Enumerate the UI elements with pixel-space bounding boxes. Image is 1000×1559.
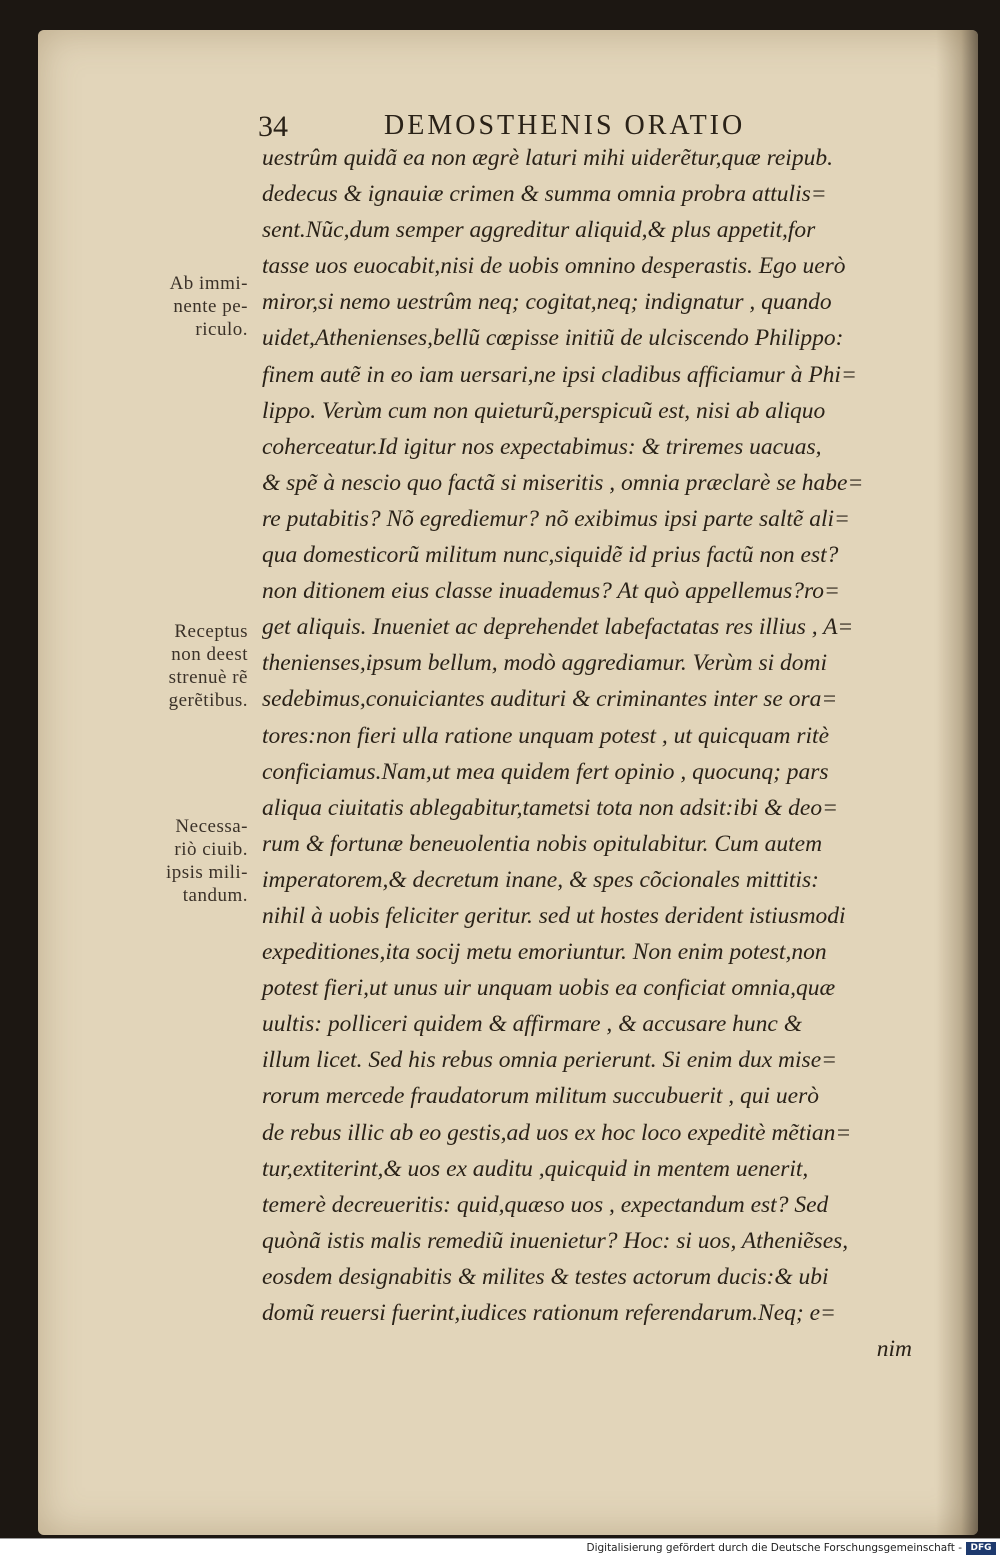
text-line: lippo. Verùm cum non quieturũ,perspicuũ est, nisi ab aliquo bbox=[262, 397, 826, 424]
dfg-logo-icon: DFG bbox=[966, 1542, 996, 1555]
text-line: uestrûm quidã ea non ægrè laturi mihi uiderẽtur,quæ reipub. bbox=[262, 145, 833, 171]
margin-note-line: gerẽtibus. bbox=[168, 690, 248, 711]
margin-note-line: Necessa- bbox=[175, 816, 248, 837]
margin-note-line: tandum. bbox=[182, 885, 248, 906]
text-line: & spẽ à nescio quo factã si miseritis , omnia præclarè se habe= bbox=[262, 469, 864, 496]
margin-note-line: Receptus bbox=[174, 621, 248, 642]
text-line: expeditiones,ita socij metu emoriuntur. Non enim potest,non bbox=[262, 939, 827, 966]
digitization-footer bbox=[0, 1538, 1000, 1559]
text-line: tores:non fieri ulla ratione unquam potest , ut quicquam ritè bbox=[262, 722, 830, 749]
text-line: re putabitis? Nõ egrediemur? nõ exibimus ipsi parte saltẽ ali= bbox=[262, 505, 850, 532]
text-line: temerè decreueritis: quid,quæso uos , expectandum est? Sed bbox=[262, 1191, 829, 1218]
text-line: tur,extiterint,& uos ex auditu ,quicquid in mentem uenerit, bbox=[262, 1155, 809, 1182]
text-line: potest fieri,ut unus uir unquam uobis ea conficiat omnia,quæ bbox=[262, 975, 836, 1002]
margin-note-necessario bbox=[128, 815, 248, 907]
text-line: de rebus illic ab eo gestis,ad uos ex hoc loco expeditè mẽtian= bbox=[262, 1119, 852, 1146]
text-line: sedebimus,conuiciantes audituri & criminantes inter se ora= bbox=[262, 686, 838, 713]
catchword: nim bbox=[876, 1336, 912, 1363]
body-text bbox=[262, 140, 912, 1367]
margin-note-line: riò ciuib. bbox=[174, 839, 248, 860]
text-line: imperatorem,& decretum inane, & spes cõcionales mittitis: bbox=[262, 866, 819, 893]
text-line: illum licet. Sed his rebus omnia perierunt. Si enim dux mise= bbox=[262, 1047, 837, 1074]
text-line: finem autẽ in eo iam uersari,ne ipsi cladibus afficiamur à Phi= bbox=[262, 361, 857, 388]
text-line: conficiamus.Nam,ut mea quidem fert opinio , quocunq; pars bbox=[262, 758, 829, 785]
margin-note-line: strenuè rẽ bbox=[168, 667, 248, 688]
page-number: 34 bbox=[258, 110, 288, 143]
text-line: rorum mercede fraudatorum militum succubuerit , qui uerò bbox=[262, 1083, 819, 1110]
running-title: DEMOSTHENIS ORATIO bbox=[384, 110, 746, 141]
text-line: uultis: polliceri quidem & affirmare , & accusare hunc & bbox=[262, 1011, 802, 1038]
text-line: miror,si nemo uestrûm neq; cogitat,neq; indignatur , quando bbox=[262, 289, 832, 316]
text-line: sent.Nũc,dum semper aggreditur aliquid,& plus appetit,for bbox=[262, 217, 816, 244]
margin-note-line: riculo. bbox=[195, 319, 248, 340]
margin-note-line: non deest bbox=[171, 644, 248, 665]
funding-credit: Digitalisierung gefördert durch die Deutsche Forschungsgemeinschaft - bbox=[586, 1542, 962, 1554]
text-line: uidet,Athenienses,bellũ cœpisse initiũ de ulciscendo Philippo: bbox=[262, 325, 844, 352]
text-line: get aliquis. Inueniet ac deprehendet labefactatas res illius , A= bbox=[262, 614, 854, 641]
text-line: quònã istis malis remediũ inuenietur? Hoc: si uos, Atheniẽses, bbox=[262, 1227, 849, 1254]
text-line: tasse uos euocabit,nisi de uobis omnino desperastis. Ego uerò bbox=[262, 253, 846, 280]
text-line: dedecus & ignauiæ crimen & summa omnia probra attulis= bbox=[262, 181, 827, 208]
margin-note-receptus bbox=[128, 620, 248, 712]
text-line: eosdem designabitis & milites & testes actorum ducis:& ubi bbox=[262, 1263, 829, 1290]
text-line: qua domesticorũ militum nunc,siquidẽ id prius factũ non est? bbox=[262, 542, 839, 569]
text-line: domũ reuersi fuerint,iudices rationum referendarum.Neq; e= bbox=[262, 1300, 836, 1326]
text-line: rum & fortunæ beneuolentia nobis opitulabitur. Cum autem bbox=[262, 830, 823, 857]
margin-note-line: nente pe- bbox=[173, 296, 248, 317]
text-line: non ditionem eius classe inuademus? At quò appellemus?ro= bbox=[262, 578, 840, 605]
text-line: thenienses,ipsum bellum, modò aggrediamur. Verùm si domi bbox=[262, 650, 828, 677]
text-line: aliqua ciuitatis ablegabitur,tametsi tota non adsit:ibi & deo= bbox=[262, 794, 838, 821]
page-gutter-shadow bbox=[936, 30, 978, 1535]
text-line: nihil à uobis feliciter geritur. sed ut hostes derident istiusmodi bbox=[262, 902, 846, 929]
margin-note-line: Ab immi- bbox=[169, 273, 248, 294]
text-line: coherceatur.Id igitur nos expectabimus: & triremes uacuas, bbox=[262, 433, 822, 460]
margin-note-danger bbox=[128, 272, 248, 341]
margin-note-line: ipsis mili- bbox=[165, 862, 248, 883]
